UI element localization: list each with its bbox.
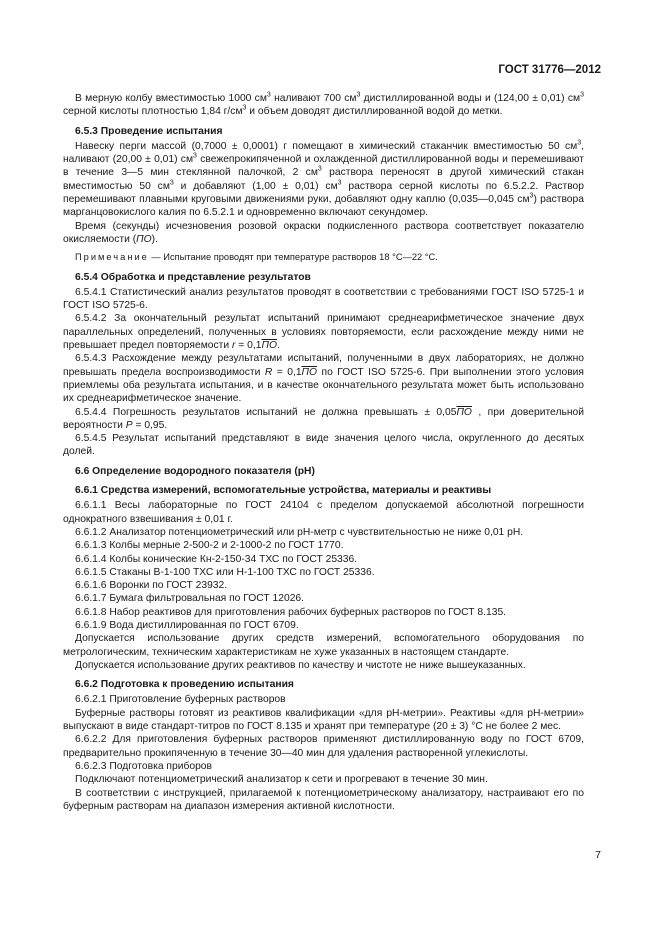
paragraph-6-5-3-procedure: Навеску перги массой (0,7000 ± 0,0001) г помещают в химический стаканчик вместимостью 50 $см^3$, наливают (20,00 ± 0,01) $см^3$ свежепрокипяченной и охлажденной дистиллированной воды и перемешивают в течение 3—5 мин стеклянной палочкой, 2 $см^3$ раствора переносят в другой химический стакан вместимостью 50 $см^3$ и добавляют (1,00 ± 0,01) $см^3$ раствора серной кислоты по 6.5.2.2. Раствор перемешивают плавными круговыми движениями руки, добавляют одну каплю (0,035—0,045 $см^3$) раствора марганцовокислого калия по 6.5.2.1 и одновременно включают секундомер. — [63, 139, 585, 219]
list-item: 6.6.1.1 Весы лабораторные по ГОСТ 24104 с пределом допускаемой абсолютной погрешности однократного взвешивания ± 0,01 г. — [63, 500, 584, 525]
list-item: 6.6.1.9 Вода дистиллированная по ГОСТ 6709. — [75, 619, 299, 631]
paragraph-6-5-4-5: 6.5.4.5 Результат испытаний представляют в виде значения целого числа, округленного до десятых долей. — [63, 433, 584, 458]
paragraph-6-5-3-time: Время (секунды) исчезновения розовой окраски подкисленного раствора соответствует показателю окисляемости (ПО). — [63, 220, 584, 245]
heading-6-5-3: 6.5.3 Проведение испытания — [75, 125, 223, 137]
paragraph-6-5-4-1: 6.5.4.1 Статистический анализ результатов проводят в соответствии с требованиями ГОСТ ISO 5725-1 и ГОСТ ISO 5725-6. — [63, 286, 584, 312]
list-item: Подключают потенциометрический анализатор к сети и прогревают в течение 30 мин. — [75, 774, 488, 786]
note: Примечание — Испытание проводят при температуре растворов 18 °С—22 °С. — [75, 252, 438, 263]
paragraph-intro: В мерную колбу вместимостью 1000 $см^3$ наливают 700 $см^3$ дистиллированной воды и (124,00 ± 0,01) $см^3$ серной кислоты плотностью 1,84 $г/см^3$ и объем доводят дистиллированной водой до метки. — [63, 91, 584, 118]
list-item: В соответствии с инструкцией, прилагаемой к потенциометрическому анализатору, настраивают его по буферным растворам на диапазон измерения активной кислотности. — [63, 787, 584, 812]
heading-6-6-1: 6.6.1 Средства измерений, вспомогательные устройства, материалы и реактивы — [75, 485, 492, 497]
paragraph-6-5-4-3: 6.5.4.3 Расхождение между результатами испытаний, полученными в двух лабораториях, не должно превышать предела воспроизводимости R = 0,1ПО по ГОСТ ISO 5725-6. При выполнении этого условия приемлемы оба результата испытания, и в качестве окончательного результата может быть использовано их среднеарифметическое значение. — [63, 353, 584, 405]
list-item: 6.6.2.2 Для приготовления буферных растворов применяют дистиллированную воду по ГОСТ 6709, предварительно прокипяченную в течение 30—40 мин для удаления растворенной углекислоты. — [63, 734, 584, 759]
paragraph-6-5-4-4: 6.5.4.4 Погрешность результатов испытаний не должна превышать ± 0,05ПО , при доверительной вероятности P = 0,95. — [63, 406, 584, 431]
heading-6-6: 6.6 Определение водородного показателя (рН) — [75, 465, 315, 477]
list-item: 6.6.2.1 Приготовление буферных растворов — [75, 694, 286, 706]
note-label: Примечание — [75, 252, 149, 263]
list-item: 6.6.1.3 Колбы мерные 2-500-2 и 2-1000-2 по ГОСТ 1770. — [75, 540, 344, 552]
document-header: ГОСТ 31776—2012 — [498, 64, 601, 76]
list-item: 6.6.1.2 Анализатор потенциометрический или рН-метр с чувствительностью не ниже 0,01 рН. — [75, 526, 524, 538]
paragraph-6-5-4-2: 6.5.4.2 За окончательный результат испытаний принимают среднеарифметическое значение двух параллельных определений, полученных в условиях повторяемости, если расхождение между ними не превышает предел повторяемости r = 0,1ПО. — [63, 313, 584, 352]
list-item: 6.6.1.5 Стаканы В-1-100 ТХС или Н-1-100 ТХС по ГОСТ 25336. — [75, 566, 375, 578]
page-number: 7 — [595, 849, 601, 861]
list-item: Буферные растворы готовят из реактивов квалификации «для рН-метрии». Реактивы «для рН-метрии» выпускают в виде стандарт-титров по ГОСТ 8.135 и хранят при температуре (20 ± 3) °С не более 2 мес. — [63, 707, 584, 733]
list-item: Допускается использование других реактивов по качеству и чистоте не ниже вышеуказанных. — [75, 659, 526, 671]
document-body — [63, 92, 584, 813]
list-item: 6.6.1.4 Колбы конические Кн-2-150-34 ТХС по ГОСТ 25336. — [75, 553, 358, 565]
list-item: 6.6.1.7 Бумага фильтровальная по ГОСТ 12026. — [75, 593, 305, 605]
list-item: Допускается использование других средств измерений, вспомогательного оборудования по метрологическим, техническим характеристикам не хуже указанных в настоящем стандарте. — [63, 633, 584, 658]
list-item: 6.6.1.6 Воронки по ГОСТ 23932. — [75, 580, 228, 592]
list-item: 6.6.2.3 Подготовка приборов — [75, 760, 213, 772]
list-item: 6.6.1.8 Набор реактивов для приготовления рабочих буферных растворов по ГОСТ 8.135. — [75, 606, 507, 618]
heading-6-6-2: 6.6.2 Подготовка к проведению испытания — [75, 679, 294, 691]
heading-6-5-4: 6.5.4 Обработка и представление результатов — [75, 271, 311, 283]
